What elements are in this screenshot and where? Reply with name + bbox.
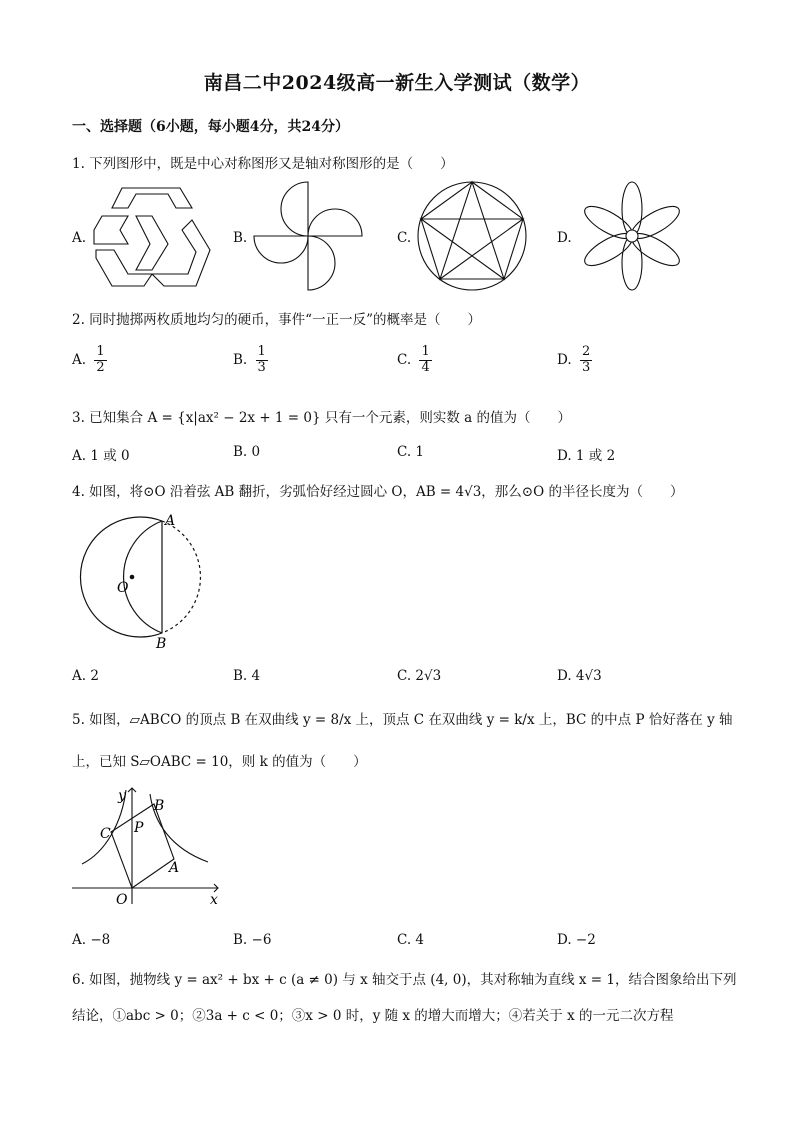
- q5-label-p: P: [134, 820, 144, 836]
- q4-option-a: A. 2: [72, 668, 99, 684]
- q5-option-b: B. −6: [233, 932, 272, 948]
- q4-folded-arc: [124, 521, 162, 633]
- q1-figure-b: [252, 180, 364, 292]
- q5-label-b: B: [154, 798, 165, 814]
- q4-center-point: [130, 575, 135, 580]
- q5-figure-hyperbola: [68, 782, 228, 912]
- q2-option-d-numerator: 2: [581, 344, 591, 359]
- q3-option-d: D. 1 或 2: [557, 448, 616, 464]
- q3-option-c: C. 1: [397, 444, 425, 460]
- q5-label-a: A: [169, 860, 180, 876]
- q1-option-d-label: D.: [557, 230, 572, 246]
- q2-option-b-denominator: 3: [257, 359, 266, 375]
- q2-option-d-fraction: [580, 345, 592, 376]
- q4-option-b: B. 4: [233, 668, 261, 684]
- q4-major-arc: [80, 517, 162, 637]
- q5-label-c: C: [100, 826, 111, 842]
- q5-parallelogram: [111, 804, 174, 888]
- question-6-line-2: 结论，①abc > 0；②3a + c < 0；③x > 0 时，y 随 x 的增大而增大；④若关于 x 的一元二次方程: [72, 1008, 674, 1024]
- q2-option-d-label: D.: [557, 351, 572, 368]
- q2-option-a: [72, 345, 107, 376]
- q2-option-a-label: A.: [72, 351, 87, 368]
- q5-option-d: D. −2: [557, 932, 596, 948]
- q3-option-b: B. 0: [233, 444, 261, 460]
- question-1-text: 1. 下列图形中，既是中心对称图形又是轴对称图形的是（ ）: [72, 156, 454, 172]
- q4-label-b: B: [156, 636, 167, 652]
- question-2-text: 2. 同时抛掷两枚质地均匀的硬币，事件“一正一反”的概率是（ ）: [72, 312, 481, 328]
- question-4-text: 4. 如图，将⊙O 沿着弦 AB 翻折，劣弧恰好经过圆心 O，AB = 4√3，那么⊙O 的半径长度为（ ）: [72, 484, 684, 500]
- q5-label-y: y: [118, 788, 126, 804]
- q4-option-d: D. 4√3: [557, 668, 602, 684]
- q2-option-b: [233, 345, 268, 376]
- q4-option-c: C. 2√3: [397, 668, 442, 684]
- q1-figure-c: [416, 180, 528, 292]
- question-6-line-1: 6. 如图，抛物线 y = ax² + bx + c (a ≠ 0) 与 x 轴交于点 (4, 0)，其对称轴为直线 x = 1，结合图象给出下列: [72, 972, 737, 988]
- q2-option-c-fraction: [419, 345, 431, 376]
- q3-option-a: A. 1 或 0: [72, 448, 130, 464]
- q1-option-a-label: A.: [72, 230, 87, 246]
- q2-option-b-fraction: [256, 345, 268, 376]
- question-5-line-1: 5. 如图，▱ABCO 的顶点 B 在双曲线 y = 8/x 上，顶点 C 在双曲线 y = k/x 上，BC 的中点 P 恰好落在 y 轴: [72, 712, 733, 728]
- q1-figure-d: [579, 180, 685, 292]
- q2-option-c-label: C.: [397, 351, 412, 368]
- q1-option-b-label: B.: [233, 230, 248, 246]
- q2-option-c: [397, 345, 432, 376]
- q4-figure-circle: [70, 510, 200, 652]
- q2-option-d-denominator: 3: [581, 359, 591, 375]
- page-title: 南昌二中2024级高一新生入学测试（数学）: [203, 72, 591, 94]
- q5-label-x: x: [210, 892, 218, 908]
- q2-option-a-fraction: [94, 345, 106, 376]
- q1-option-c-label: C.: [397, 230, 412, 246]
- q2-option-a-denominator: 2: [96, 359, 105, 375]
- q5-label-o: O: [116, 892, 128, 908]
- q2-option-d: [557, 345, 592, 376]
- q4-label-a: A: [165, 513, 176, 529]
- q2-option-a-numerator: 1: [96, 344, 105, 359]
- section-heading: 一、选择题（6小题，每小题4分，共24分）: [72, 119, 349, 135]
- q2-option-b-label: B.: [233, 351, 248, 368]
- q2-option-c-numerator: 1: [421, 344, 430, 359]
- q2-option-b-numerator: 1: [257, 344, 266, 359]
- q5-option-c: C. 4: [397, 932, 425, 948]
- q1-figure-a: [92, 186, 214, 288]
- question-5-line-2: 上，已知 S▱OABC = 10，则 k 的值为（ ）: [72, 754, 367, 770]
- q4-folded-away-arc: [162, 521, 200, 633]
- q2-option-c-denominator: 4: [421, 359, 430, 375]
- q4-label-o: O: [117, 580, 129, 596]
- q5-option-a: A. −8: [72, 932, 111, 948]
- question-3-text: 3. 已知集合 A = {x|ax² − 2x + 1 = 0} 只有一个元素，则实数 a 的值为（ ）: [72, 410, 572, 426]
